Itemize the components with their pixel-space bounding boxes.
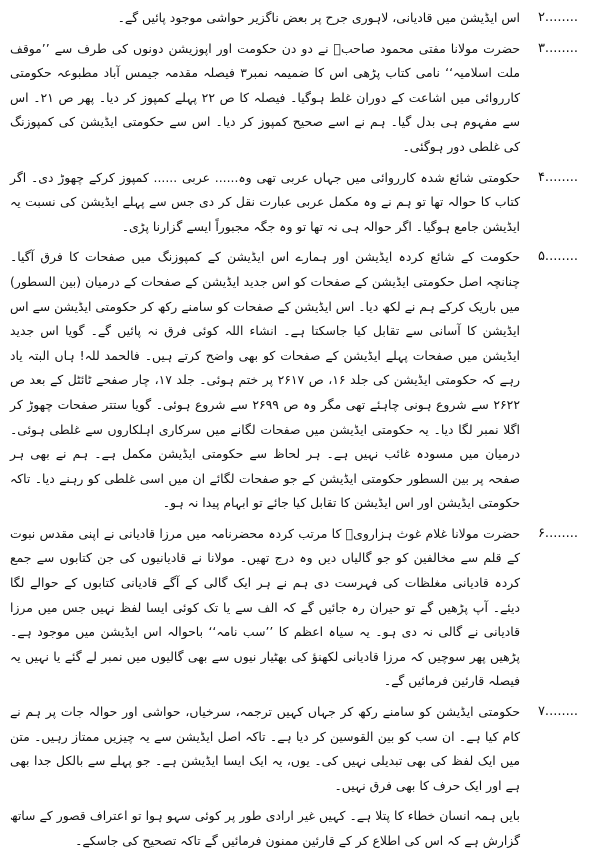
paragraph-text: حکومت کے شائع کردہ ایڈیشن اور ہمارے اس ایڈیشن کے کمپوزنگ میں صفحات کا فرق آگیا۔ چنانچہ اصل حکومتی ایڈیشن کے صفحات کو اس جدید ایڈیشن کے صفحات کے درمیان (بین السطور) میں باریک کرکے ہم نے لکھ دیا۔ اس ایڈیشن کے صفحات کو سامنے رکھ کر حکومتی ایڈیشن سے اس ایڈیشن کا آسانی سے تقابل کیا جاسکتا ہے۔ انشاء اللہ کوئی فرق نہ پائیں گے۔ گویا اس جدید ایڈیشن میں صفحات پہلے ایڈیشن کے صفحات کو بھی واضح کرتے ہیں۔ فالحمد للہ! ہاں البتہ یاد رہے کہ حکومتی ایڈیشن کی جلد ۱۶، ص ۲۶۱۷ پر ختم ہوئی۔ جلد ۱۷، چار صفحے ٹائٹل کے بعد ص ۲۶۲۲ سے شروع ہونی چاہئے تھی مگر وہ ص ۲۶۹۹ سے شروع ہوئی۔ گویا ستتر صفحات چھوڑ کر اگلا نمبر لگا دیا۔ یہ حکومتی ایڈیشن میں صفحات لگانے میں سرکاری اہلکاروں سے غلطی ہوئی۔ درمیان میں مسودہ غائب نہیں ہے۔ ہر لحاظ سے حکومتی ایڈیشن مکمل ہے۔ ہم نے بھی ہر صفحہ پر بین السطور حکومتی ایڈیشن کے جو صفحات لگائے ان میں اسی غلطی کو رہنے دیا۔ تاکہ حکومتی ایڈیشن اور اس ایڈیشن کا تقابل کیا جائے تو ابہام پیدا نہ ہو۔ [10,249,520,511]
paragraph-closing [10,804,578,853]
paragraph-6 [10,522,578,694]
paragraph-3 [10,37,578,160]
paragraph-text: حکومتی شائع شدہ کارروائی میں جہاں عربی تھی وہ...... عربی ...... کمپوز کرکے چھوڑ دی۔ اگر کتاب کا حوالہ تھا تو ہم نے وہ مکمل عربی عبارت نقل کر دی جس سے پہلے ایڈیشن کی نسبت یہ ایڈیشن جامع ہوگیا۔ اگر حوالہ ہی نہ تھا تو وہ جگہ مجبوراً ایسے گزارنا پڑی۔ [10,169,520,234]
paragraph-number: ۶........ [537,525,578,541]
paragraph-number: ۲........ [537,10,578,25]
paragraph-7 [10,700,578,798]
paragraph-text: حضرت مولانا مفتی محمود صاحبؒ نے دو دن حکومت اور اپوزیشن دونوں کی طرف سے ’’موقف ملت اسلامیہ‘‘ نامی کتاب پڑھی اس کا ضمیمہ نمبر۳ فیصلہ مقدمہ جیمس آباد مطبوعہ حکومتی کارروائی میں اشاعت کے دوران غلط ہوگیا۔ فیصلہ کا ص ۲۲ پہلے کمپوز کر دیا۔ پھر ص ۲۱۔ اس سے مفہوم ہی بدل گیا۔ ہم نے اسے صحیح کمپوز کر دیا۔ اس سے حکومتی ایڈیشن کی کمپوزنگ کی غلطی دور ہوگئی۔ [10,40,521,154]
paragraph-text: حضرت مولانا غلام غوث ہزارویؒ کا مرتب کردہ محضرنامہ میں مرزا قادیانی نے اپنی مقدس نبوت کے قلم سے مخالفین کو جو گالیاں دیں وہ درج تھیں۔ مولانا نے قادیانیوں کی جن کتابوں سے جمع کردہ قادیانی مغلظات کی فہرست دی ہم نے ہر ایک گالی کے آگے قادیانی کتابوں کے حوالے لگا دیئے۔ آپ پڑھیں گے تو حیران رہ جائیں گے کہ الف سے یا تک کوئی ایسا لفظ نہیں جس میں مرزا قادیانی نے گالی نہ دی ہو۔ یہ سیاہ اعظم کا ’’سب نامہ‘‘ باحوالہ اس ایڈیشن میں موجود ہے۔ پڑھیں پھر سوچیں کہ مرزا قادیانی لکھنؤ کی بھٹیار نیوں سے بھی گالیوں میں نمبر لے گئے یا نہیں یہ فیصلہ قارئین فرمائیں گے۔ [10,525,520,689]
paragraph-number: ۷........ [537,704,578,720]
paragraph-number [520,804,578,853]
paragraph-text: بایں ہمہ انسان خطاء کا پتلا ہے۔ کہیں غیر ارادی طور پر کوئی سہو ہوا تو اعتراف قصور کے ساتھ گزارش ہے کہ اس کی اطلاع کر کے قارئین ممنون فرمائیں گے تاکہ تصحیح کی جاسکے۔ [10,808,520,848]
paragraph-4 [10,166,578,240]
paragraph-number: ۳........ [537,40,578,56]
paragraph-2 [10,6,578,31]
paragraph-number: ۵........ [537,249,578,265]
paragraph-5 [10,245,578,516]
paragraph-text: اس ایڈیشن میں قادیانی، لاہوری جرح پر بعض ناگزیر حواشی موجود پائیں گے۔ [117,10,520,25]
paragraph-number: ۴........ [537,169,578,185]
paragraph-text: حکومتی ایڈیشن کو سامنے رکھ کر جہاں کہیں ترجمہ، سرخیاں، حواشی اور حوالہ جات پر ہم نے کام کیا ہے۔ ان سب کو بین القوسین کر دیا ہے۔ تاکہ اصل ایڈیشن سے یہ چیزیں ممتاز رہیں۔ متن میں ایک لفظ کی بھی تبدیلی نہیں کی۔ یوں، یہ ایک ایسا ایڈیشن ہے۔ جو پہلے سے بالکل جدا بھی ہے اور ایک حرف کا بھی فرق نہیں۔ [10,704,520,793]
